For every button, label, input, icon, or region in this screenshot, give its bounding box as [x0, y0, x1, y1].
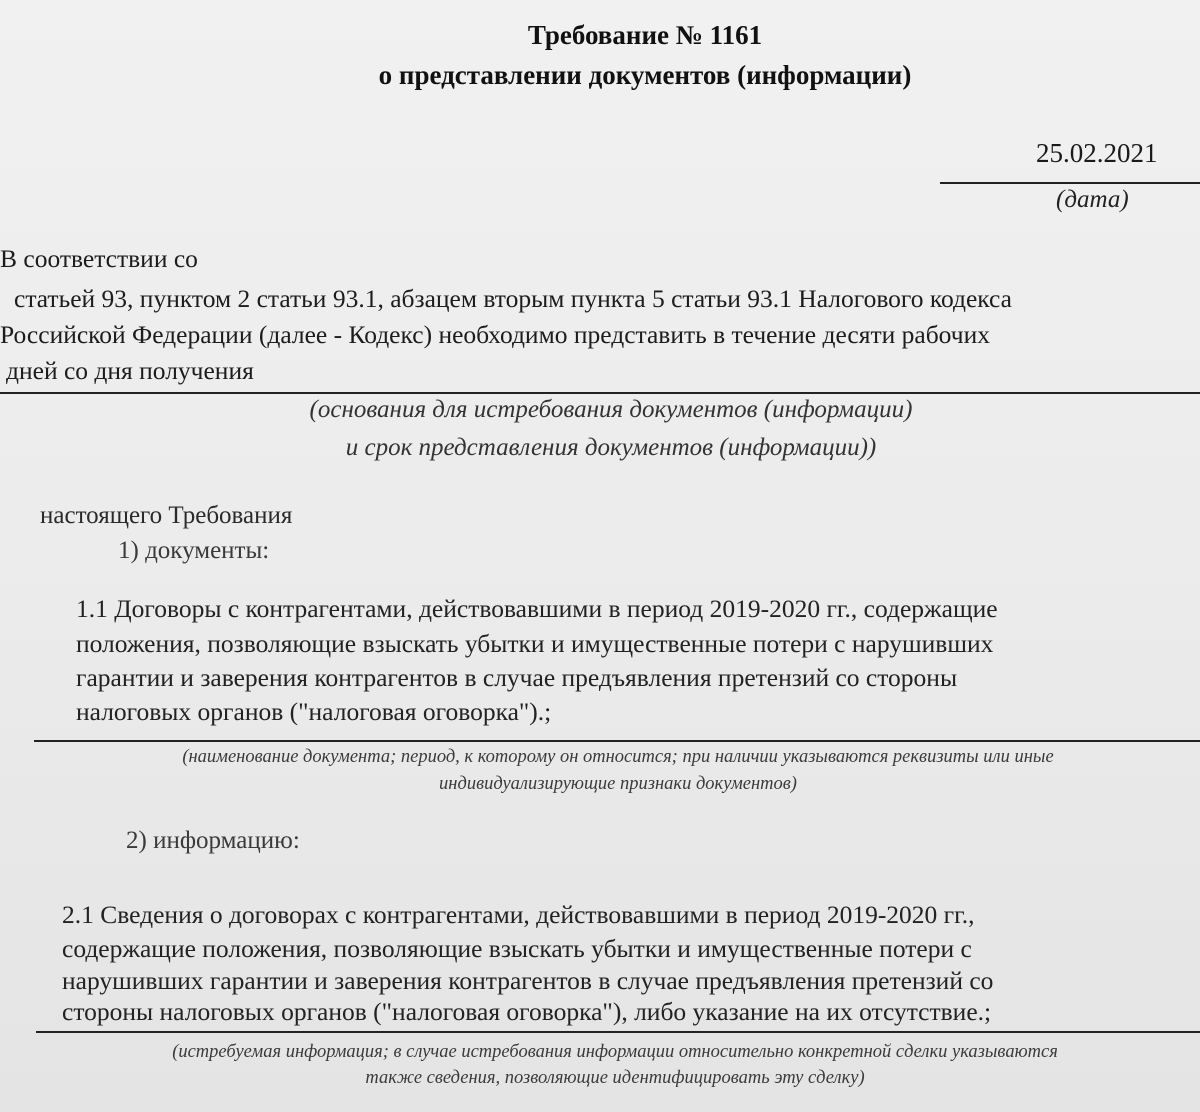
information-heading: 2) информацию: — [126, 827, 300, 854]
documents-line-3: гарантии и заверения контрагентов в случае предъявления претензий со стороны — [76, 663, 958, 692]
information-line-3: нарушивших гарантии и заверения контрагентов в случае предъявления претензий со — [62, 966, 994, 995]
document-title: Требование № 1161 — [527, 20, 763, 50]
information-caption-line-2: также сведения, позволяющие идентифицировать эту сделку) — [365, 1068, 865, 1088]
documents-caption-line-2: индивидуализирующие признаки документов) — [439, 774, 797, 794]
intro-text: настоящего Требования — [40, 502, 293, 529]
basis-underline — [0, 392, 1200, 394]
information-caption-line-1: (истребуемая информация; в случае истребования информации относительно конкретной сделки указываются — [172, 1042, 1058, 1062]
documents-line-2: положения, позволяющие взыскать убытки и имущественные потери с нарушивших — [76, 629, 994, 658]
date-underline — [940, 182, 1200, 184]
basis-caption-line-2: и срок представления документов (информации)) — [345, 434, 877, 461]
documents-heading: 1) документы: — [118, 537, 270, 564]
document-subtitle: о представлении документов (информации) — [378, 60, 912, 90]
documents-underline — [34, 740, 1200, 742]
information-line-2: содержащие положения, позволяющие взыскать убытки и имущественные потери с — [62, 934, 972, 963]
information-line-4: стороны налоговых органов ("налоговая оговорка"), либо указание на их отсутствие.; — [62, 997, 992, 1026]
date-value: 25.02.2021 — [1036, 138, 1158, 168]
information-underline — [36, 1031, 1200, 1033]
date-caption: (дата) — [1056, 186, 1129, 213]
basis-line-2: статьей 93, пунктом 2 статьи 93.1, абзацем вторым пункта 5 статьи 93.1 Налогового кодекса — [14, 284, 1012, 313]
basis-caption-line-1: (основания для истребования документов (информации) — [309, 396, 913, 423]
basis-line-1: В соответствии со — [0, 244, 198, 273]
basis-line-3: Российской Федерации (далее - Кодекс) необходимо представить в течение десяти рабочих — [0, 320, 990, 349]
documents-line-1: 1.1 Договоры с контрагентами, действовавшими в период 2019-2020 гг., содержащие — [76, 594, 998, 623]
basis-line-4: дней со дня получения — [6, 356, 254, 385]
information-line-1: 2.1 Сведения о договорах с контрагентами, действовавшими в период 2019-2020 гг., — [62, 900, 975, 929]
documents-caption-line-1: (наименование документа; период, к которому он относится; при наличии указываются реквизиты или иные — [182, 747, 1054, 767]
documents-line-4: налоговых органов ("налоговая оговорка").; — [76, 697, 552, 726]
